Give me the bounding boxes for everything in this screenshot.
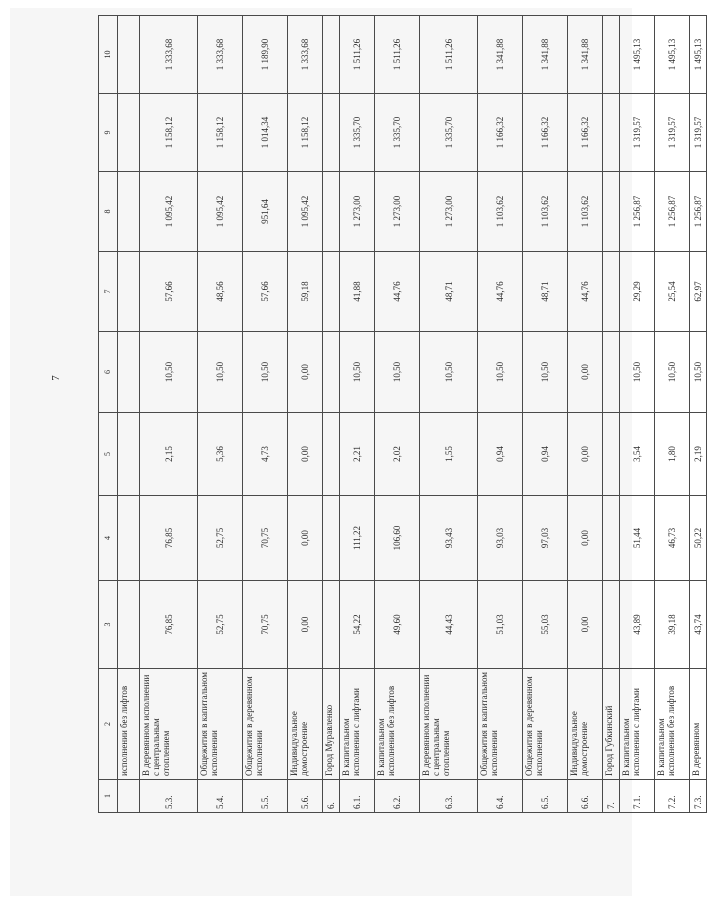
- table-row: [340, 16, 375, 813]
- value-cell: 10,50: [198, 332, 243, 413]
- value-cell: 62,97: [690, 252, 707, 332]
- value-cell: 10,50: [620, 332, 655, 413]
- row-label-cell: Город Муравленко: [323, 669, 340, 780]
- value-cell: 43,74: [690, 581, 707, 669]
- column-number: 8: [99, 172, 118, 252]
- row-label-cell: Общежития в деревянном исполнении: [523, 669, 568, 780]
- row-label-cell: Город Губкинский: [603, 669, 620, 780]
- value-cell: 1 511,26: [340, 16, 375, 94]
- value-cell: 1 319,57: [655, 94, 690, 172]
- value-cell: 0,00: [288, 496, 323, 581]
- value-cell: 1 273,00: [340, 172, 375, 252]
- value-cell: 49,60: [375, 581, 420, 669]
- value-cell: 1 095,42: [140, 172, 198, 252]
- value-cell: 1 103,62: [568, 172, 603, 252]
- value-cell: 44,76: [568, 252, 603, 332]
- row-label-cell: В капитальном исполнении без лифтов: [655, 669, 690, 780]
- value-cell: 1 495,13: [655, 16, 690, 94]
- row-number-cell: 5.5.: [243, 780, 288, 813]
- row-number-cell: 7.3.: [690, 780, 707, 813]
- value-cell: 1 095,42: [288, 172, 323, 252]
- value-cell: [603, 413, 620, 496]
- value-cell: [603, 581, 620, 669]
- row-label-cell: Индивидуальное домостроение: [288, 669, 323, 780]
- value-cell: 1 333,68: [198, 16, 243, 94]
- value-cell: 43,89: [620, 581, 655, 669]
- value-cell: 1 341,88: [568, 16, 603, 94]
- value-cell: 1 495,13: [690, 16, 707, 94]
- value-cell: 1 158,12: [198, 94, 243, 172]
- row-number-cell: 5.3.: [140, 780, 198, 813]
- table-row: [198, 16, 243, 813]
- row-number-cell: 6.1.: [340, 780, 375, 813]
- value-cell: 3,54: [620, 413, 655, 496]
- row-number-cell: 6.6.: [568, 780, 603, 813]
- value-cell: 10,50: [243, 332, 288, 413]
- value-cell: 4,73: [243, 413, 288, 496]
- value-cell: 1 273,00: [375, 172, 420, 252]
- value-cell: 1 014,34: [243, 94, 288, 172]
- value-cell: 0,00: [568, 581, 603, 669]
- value-cell: 2,15: [140, 413, 198, 496]
- value-cell: 10,50: [690, 332, 707, 413]
- value-cell: 93,43: [420, 496, 478, 581]
- tariff-table: [98, 15, 707, 813]
- row-number-cell: 6.: [323, 780, 340, 813]
- table-body: [99, 16, 707, 813]
- value-cell: 106,60: [375, 496, 420, 581]
- table-row: [568, 16, 603, 813]
- row-number-cell: 7.1.: [620, 780, 655, 813]
- value-cell: 39,18: [655, 581, 690, 669]
- value-cell: 1 256,87: [620, 172, 655, 252]
- value-cell: 1 103,62: [478, 172, 523, 252]
- table-row: [478, 16, 523, 813]
- value-cell: 52,75: [198, 496, 243, 581]
- column-number: 6: [99, 332, 118, 413]
- value-cell: 10,50: [420, 332, 478, 413]
- value-cell: 55,03: [523, 581, 568, 669]
- value-cell: 76,85: [140, 496, 198, 581]
- value-cell: 0,00: [568, 332, 603, 413]
- value-cell: [323, 94, 340, 172]
- value-cell: 1 166,32: [568, 94, 603, 172]
- value-cell: 46,73: [655, 496, 690, 581]
- value-cell: [118, 581, 140, 669]
- value-cell: 1 256,87: [655, 172, 690, 252]
- value-cell: 1 319,57: [690, 94, 707, 172]
- value-cell: [323, 496, 340, 581]
- value-cell: 29,29: [620, 252, 655, 332]
- value-cell: 0,94: [478, 413, 523, 496]
- value-cell: [603, 172, 620, 252]
- value-cell: 41,88: [340, 252, 375, 332]
- value-cell: [323, 172, 340, 252]
- value-cell: 44,43: [420, 581, 478, 669]
- table-row: [690, 16, 707, 813]
- row-label-cell: Общежития в деревянном исполнении: [243, 669, 288, 780]
- value-cell: 50,22: [690, 496, 707, 581]
- value-cell: 1 256,87: [690, 172, 707, 252]
- row-label-cell: исполнении без лифтов: [118, 669, 140, 780]
- value-cell: [118, 172, 140, 252]
- value-cell: 1,80: [655, 413, 690, 496]
- value-cell: 70,75: [243, 496, 288, 581]
- section-row: [323, 16, 340, 813]
- value-cell: 44,76: [375, 252, 420, 332]
- value-cell: 1 189,90: [243, 16, 288, 94]
- row-label-cell: В деревянном исполнении с центральным отоплением: [420, 669, 478, 780]
- row-label-cell: В деревянном: [690, 669, 707, 780]
- value-cell: 93,03: [478, 496, 523, 581]
- row-label-cell: В деревянном исполнении с центральным отоплением: [140, 669, 198, 780]
- value-cell: [323, 413, 340, 496]
- value-cell: 2,02: [375, 413, 420, 496]
- value-cell: 1 166,32: [478, 94, 523, 172]
- value-cell: 0,00: [568, 413, 603, 496]
- value-cell: 951,64: [243, 172, 288, 252]
- value-cell: 1 319,57: [620, 94, 655, 172]
- column-number: 3: [99, 581, 118, 669]
- table-row: [655, 16, 690, 813]
- row-label-cell: В капитальном исполнении с лифтами: [620, 669, 655, 780]
- table-row: [375, 16, 420, 813]
- column-number: 9: [99, 94, 118, 172]
- row-label-cell: Индивидуальное домостроение: [568, 669, 603, 780]
- value-cell: 1,55: [420, 413, 478, 496]
- table-row: [118, 16, 140, 813]
- row-number-cell: 6.3.: [420, 780, 478, 813]
- value-cell: 1 103,62: [523, 172, 568, 252]
- value-cell: 97,03: [523, 496, 568, 581]
- column-number: 7: [99, 252, 118, 332]
- section-row: [603, 16, 620, 813]
- value-cell: [118, 496, 140, 581]
- value-cell: [603, 496, 620, 581]
- table-row: [420, 16, 478, 813]
- row-label-cell: В капитальном исполнении с лифтами: [340, 669, 375, 780]
- column-number: 1: [99, 780, 118, 813]
- table-row: [140, 16, 198, 813]
- value-cell: 0,00: [288, 332, 323, 413]
- value-cell: 52,75: [198, 581, 243, 669]
- row-number-cell: 6.4.: [478, 780, 523, 813]
- value-cell: 25,54: [655, 252, 690, 332]
- value-cell: 48,56: [198, 252, 243, 332]
- value-cell: 111,22: [340, 496, 375, 581]
- value-cell: 1 158,12: [288, 94, 323, 172]
- value-cell: 0,00: [288, 413, 323, 496]
- value-cell: [603, 252, 620, 332]
- value-cell: 2,21: [340, 413, 375, 496]
- value-cell: 1 166,32: [523, 94, 568, 172]
- table-row: [243, 16, 288, 813]
- row-number-cell: [118, 780, 140, 813]
- value-cell: 1 341,88: [523, 16, 568, 94]
- value-cell: 1 333,68: [140, 16, 198, 94]
- value-cell: 48,71: [420, 252, 478, 332]
- value-cell: 51,03: [478, 581, 523, 669]
- value-cell: 1 341,88: [478, 16, 523, 94]
- value-cell: 10,50: [340, 332, 375, 413]
- value-cell: 2,19: [690, 413, 707, 496]
- column-number: 5: [99, 413, 118, 496]
- column-number-row: [99, 16, 118, 813]
- value-cell: 10,50: [655, 332, 690, 413]
- column-number: 2: [99, 669, 118, 780]
- page-number: 7: [50, 375, 62, 381]
- value-cell: 5,36: [198, 413, 243, 496]
- column-number: 10: [99, 16, 118, 94]
- table-row: [523, 16, 568, 813]
- value-cell: 57,66: [140, 252, 198, 332]
- value-cell: 1 095,42: [198, 172, 243, 252]
- value-cell: [323, 332, 340, 413]
- value-cell: 51,44: [620, 496, 655, 581]
- row-label-cell: В капитальном исполнении без лифтов: [375, 669, 420, 780]
- value-cell: [118, 413, 140, 496]
- rotated-table-container: [98, 16, 703, 813]
- value-cell: [118, 332, 140, 413]
- row-label-cell: Общежития в капитальном исполнении: [478, 669, 523, 780]
- row-number-cell: 5.6.: [288, 780, 323, 813]
- row-number-cell: 7.2.: [655, 780, 690, 813]
- value-cell: 0,00: [568, 496, 603, 581]
- value-cell: 59,18: [288, 252, 323, 332]
- value-cell: 1 511,26: [375, 16, 420, 94]
- value-cell: [603, 94, 620, 172]
- value-cell: [118, 252, 140, 332]
- value-cell: 1 333,68: [288, 16, 323, 94]
- column-number: 4: [99, 496, 118, 581]
- value-cell: 10,50: [140, 332, 198, 413]
- value-cell: [323, 252, 340, 332]
- value-cell: 48,71: [523, 252, 568, 332]
- row-number-cell: 6.5.: [523, 780, 568, 813]
- value-cell: 76,85: [140, 581, 198, 669]
- value-cell: 1 511,26: [420, 16, 478, 94]
- value-cell: 1 335,70: [340, 94, 375, 172]
- value-cell: 10,50: [478, 332, 523, 413]
- value-cell: 54,22: [340, 581, 375, 669]
- value-cell: 1 335,70: [420, 94, 478, 172]
- value-cell: 70,75: [243, 581, 288, 669]
- value-cell: 0,00: [288, 581, 323, 669]
- row-number-cell: 5.4.: [198, 780, 243, 813]
- value-cell: [118, 16, 140, 94]
- value-cell: 10,50: [523, 332, 568, 413]
- value-cell: 1 158,12: [140, 94, 198, 172]
- row-label-cell: Общежития в капитальном исполнении: [198, 669, 243, 780]
- row-number-cell: 6.2.: [375, 780, 420, 813]
- value-cell: [603, 332, 620, 413]
- value-cell: 1 335,70: [375, 94, 420, 172]
- table-row: [288, 16, 323, 813]
- value-cell: [323, 581, 340, 669]
- row-number-cell: 7.: [603, 780, 620, 813]
- value-cell: 57,66: [243, 252, 288, 332]
- value-cell: 10,50: [375, 332, 420, 413]
- value-cell: [323, 16, 340, 94]
- value-cell: 1 495,13: [620, 16, 655, 94]
- value-cell: [118, 94, 140, 172]
- value-cell: 1 273,00: [420, 172, 478, 252]
- value-cell: [603, 16, 620, 94]
- table-row: [620, 16, 655, 813]
- value-cell: 0,94: [523, 413, 568, 496]
- value-cell: 44,76: [478, 252, 523, 332]
